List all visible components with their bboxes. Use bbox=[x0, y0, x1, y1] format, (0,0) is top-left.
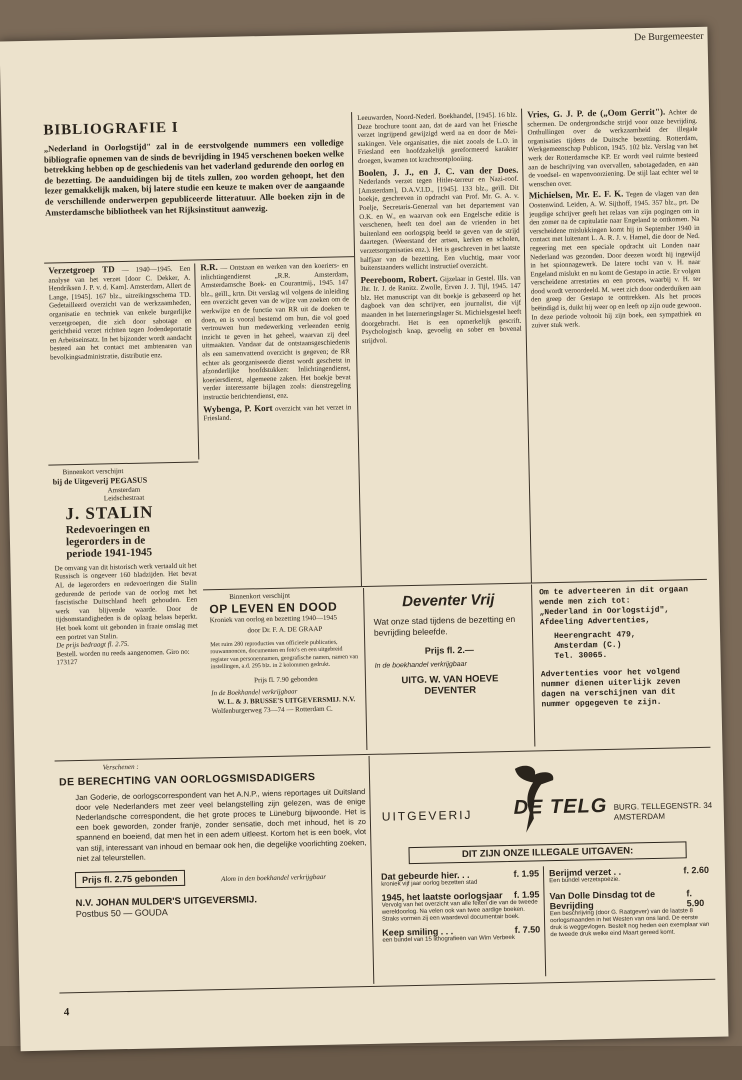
telg-book-item: Van Dolle Dinsdag tot de Bevrijding f. 5.90 Een beschrijving (door G. Raatgever) van de laatste 8 oorlogsmaanden in het Westen van ons land. De eerste druk is weggevlogen. Bestelt nog heden een exemplaar van de tweede druk welke eind Maart gereed komt. bbox=[549, 888, 710, 939]
mulder-description: Jan Goderie, de oorlogscorrespondent van het A.N.P., wiens reportages uit Duitsland door vele Nederlanders met zeer veel belangstelling zijn gelezen, was de enige Nederlandsche correspondent, die het grote proces te Lüneburg bijwoonde. Het is een boek geworden, zonder franje, zonder sensatie, doch met inhoud, het is zo spannend en boeiend, dat men het in een adem uitleest. Kortom het is een boek, vlot van stijl, interessant van inhoud en bemaar ook hen, die degelijke voorlichting zoeken, niet zal teleurstellen. bbox=[75, 786, 367, 863]
page-number: 4 bbox=[63, 1006, 70, 1019]
graap-price: Prijs fl. 7.90 gebonden bbox=[254, 674, 318, 685]
telg-advertisement bbox=[377, 755, 718, 984]
bibliography-column-1 bbox=[48, 264, 192, 365]
bibliography-column-4 bbox=[527, 107, 702, 333]
pegasus-price: De prijs bedraagt fl. 2.75. bbox=[56, 640, 130, 650]
mulder-kicker: Verschenen : bbox=[102, 762, 139, 772]
bibliography-title: BIBLIOGRAFIE I bbox=[43, 119, 179, 139]
telg-book-item: 1945, het laatste oorlogsjaar f. 1.95 Vervolg van het overzicht van alle feiten die van de tweede wereldoorlog. Na velen ook van twee aardige boeken. Straks vormen zij een waardevol documentair boek. bbox=[381, 889, 540, 923]
graap-address: Wolfenburgerweg 73—74 — Rotterdam C. bbox=[211, 704, 333, 715]
deventer-advertisement bbox=[373, 591, 525, 698]
telg-book-item: Keep smiling . . . f. 7.50 een bundel van 15 lithografieën van Wim Verbeek bbox=[382, 924, 541, 944]
graap-advertisement bbox=[209, 590, 362, 715]
column-divider bbox=[531, 584, 535, 746]
newspaper-page bbox=[0, 27, 728, 1052]
deventer-book-title: Deventer Vrij bbox=[402, 591, 495, 611]
mulder-address: Postbus 50 — GOUDA bbox=[75, 907, 168, 920]
column-divider bbox=[363, 588, 367, 750]
graap-publisher: W. L. & J. BRUSSE'S UITGEVERSMIJ. N.V. bbox=[217, 695, 356, 707]
mulder-publisher: N.V. JOHAN MULDER'S UITGEVERSMIJ. bbox=[75, 894, 258, 910]
deventer-description: Wat onze stad tijdens de bezetting en bevrijding beleefde. bbox=[373, 613, 516, 638]
bibliography-entry: Peereboom, Robert. Gijzelaar in Gestel. Ills. van Jhr. Ir. J. de Ranitz. Zwolle, Erven J. J. Tijl, 1945. 147 blz. Het manuscript van dit boekje is gebaseerd op het dagboek van den schrijver, een journalist, die vijf maanden in het Interneringslager St. Michielsgestel heeft doorgebracht. Het is een opmerkelijk gescrift. Psychologisch knap, gevoelig en sober en bovenal strijdvol. bbox=[360, 273, 522, 345]
pegasus-city: Amsterdam bbox=[107, 485, 141, 494]
telg-books-left bbox=[381, 868, 540, 944]
graap-book-title: OP LEVEN EN DOOD bbox=[209, 599, 338, 616]
mulder-availability: Alom in den boekhandel verkrijgbaar bbox=[221, 872, 327, 884]
telg-book-item: Dat gebeurde hier. . . f. 1.95 kroniek vijf jaar oorlog bezetten stad bbox=[380, 868, 540, 888]
graap-kicker: Binnenkort verschijnt bbox=[229, 591, 291, 601]
deventer-availability: In de boekhandel verkrijgbaar bbox=[374, 660, 467, 670]
advertising-intro: Om te adverteeren in dit orgaan wende men zich tot: bbox=[539, 585, 689, 608]
bibliography-entry: Michielsen, Mr. E. F. K. Tegen de vlagen van den Oostenwind. Leiden, A. W. Sijthoff, 1945. 357 blz., prt. De jeugdige schrijver geeft het relaas van zijn pogingen om in den zomer na de capitulatie naar Engeland te ontkomen. Na verscheidene mislukkingen komt hij in September 1940 in contact met luitenant L. A. R. J. v. Hamel, die door de Ned. regeering met een speciale opdracht uit Londen naar Nederland was gezonden. Door deezen wordt hij ingewijd in het spionnagewerk. De latere tocht van v. H. naar Engeland mislukt en nu komt de Gestapo in actie. Er volgen verscheidene arrestaties en een proces, waarbij v. H. ter dood wordt veroordeeld. M. weet zich door onderduiken aan den greep der Gestapo te onttrekken. Als het proces beëindigd is, duikt hij weer op en leeft op zijn oude gewoon. In deze periode voltooit hij zijn boek, een sympathiek en zuiver stuk werk. bbox=[528, 188, 702, 330]
column-divider bbox=[543, 866, 546, 976]
mulder-price-row bbox=[61, 866, 367, 890]
advertising-address-city: Amsterdam (C.) bbox=[554, 640, 622, 652]
column-divider bbox=[194, 263, 199, 459]
pegasus-advertisement bbox=[52, 466, 198, 668]
mulder-advertisement bbox=[59, 758, 368, 919]
telg-prefix: UITGEVERIJ bbox=[381, 807, 473, 824]
bibliography-intro: „Nederland in Oorlogstijd" zal in de eerstvolgende nummers een volledige bibliografie opnemen van de sinds de bevrijding in 1945 verschenen boeken welke betrekking hebben op de geschiedenis van het vaderland gedurende den oorlog en de bezetting. De aanduidingen bij de titels zullen, zoo worden gehoopt, het den lezer gemakkelijk maken, bij latere studie een keuze te maken over de aangaande de verschillende onderwerpen gepubliceerde litteratuur. Alle boeken zijn in de Amsterdamsche bibliotheek van het Rijksinstituut aanwezig. bbox=[43, 137, 345, 218]
telg-banner: DIT ZIJN ONZE ILLEGALE UITGAVEN: bbox=[408, 841, 686, 864]
advertising-department: Afdeeling Advertenties, bbox=[539, 616, 651, 628]
advertising-org: „Nederland in Oorlogstijd", bbox=[539, 605, 670, 618]
telg-books-right bbox=[549, 865, 710, 939]
telg-address-street: BURG. TELLEGENSTR. 34 bbox=[613, 800, 713, 812]
advertising-phone: Tel. 30065. bbox=[554, 650, 608, 662]
bibliography-column-3 bbox=[357, 111, 522, 349]
pegasus-kicker: Binnenkort verschijnt bbox=[62, 467, 124, 477]
deventer-price: Prijs fl. 2.— bbox=[424, 644, 474, 656]
pegasus-order-info: Bestell. worden nu reeds aangenomen. Giro no: 173127 bbox=[56, 647, 190, 667]
mulder-price: Prijs fl. 2.75 gebonden bbox=[75, 870, 185, 888]
telg-book-item: Berijmd verzet . . f. 2.60 Een bundel verzetspoëzie. bbox=[548, 864, 710, 885]
bibliography-entry: Verzetgroep TD — 1940—1945. Een analyse van het verzet [door C. Dekker, A. Hendriksen J. P. v. d. Kam]. Amsterdam, Allert de Lange, [1945]. 167 blz., uitreikingsschema TD. Gedetailleerd overzicht van de werkzaamheden, organisatie en techniek van enkele burgerlijke verzetgroepen, die zich door sabotage en gerichtheid verzet richtten tegen Jodendeportatie en Arbeitseinsatz. In het bijzonder wordt aandacht besteed aan het contact met ambtenaren van bevolkingsadministratie, distributie enz. bbox=[48, 264, 193, 362]
bibliography-entry: Wybenga, P. Kort overzicht van het verzet in Friesland. bbox=[203, 402, 352, 423]
advertising-deadline: Advertenties voor het volgend nummer dienen uiterlijk zeven dagen na verschijnen van dit nummer opgegeven te zijn. bbox=[540, 667, 681, 710]
telg-brand: DE TELG bbox=[513, 794, 608, 819]
pegasus-street: Leidschestraat bbox=[103, 493, 145, 503]
bibliography-entry: Boolen, J. J., en J. C. van der Does. Nederlands verzet tegen Hitler-terreur en Nazi-roof. [Amsterdam], D.A.V.I.D., [1945]. 133 blz., geïll. Dit boekje, geschreven in opdracht van Prof. Mr. G. A. v. Poelje, Secretaris-Generaal van het departement van O.K. en W., en waarvan ook een Engelsche editie is verschenen, heeft ten doel aan de vrienden in het buitenland een oorlogspig beeld te geven van de strijd daartegen. (Weerstand der artsen, kerken en scholen, verzetsorganisaties enz.). Het is geschreven in het laatste halfjaar van de bezetting. Een vluchtig, maar voor buitenstaanders wellicht instructief overzicht. bbox=[358, 164, 521, 273]
desk-surface bbox=[0, 1046, 742, 1080]
telg-address-city: AMSTERDAM bbox=[613, 811, 666, 822]
mulder-book-title: DE BERECHTING VAN OORLOGSMISDADIGERS bbox=[58, 770, 316, 789]
pegasus-book-title: Redevoeringen en legerorders in de periode 1941-1945 bbox=[65, 522, 153, 561]
bibliography-entry: Vries, G. J. P. de („Oom Gerrit"). Achter de schermen. De ondergrondsche strijd voor onze bevrijding. Onthullingen over de werkzaamheid der illegale organisaties tijdens de Duitsche bezetting. Rotterdam, Werkgemeenschap Publicon, 1945. 102 blz. Verslag van het werk der Rotterdamsche KP. Er wordt veel ruimte besteed aan de beschrijving van overvallen, sabotagedaden, en aan de voedsel- en wapenvoorziening. De stijl laat echter wel te wenschen over. bbox=[527, 106, 699, 189]
pegasus-publisher: bij de Uitgeverij PEGASUS bbox=[52, 475, 148, 487]
pegasus-description: De omvang van dit historisch werk vertaald uit het Russisch is ongeveer 160 bladzijden. Het bevat AL de legerorders en redevoeringen die Stalin gedurende de periode van de oorlog met het fascistische Duitschland heeft gehouden. Een werk van blijvende waarde. Door de tijdsomstandigheden is de oplaag helaas beperkt. Het boek komt uit gebonden in fraaie omslag met een portret van Stalin. bbox=[54, 561, 198, 642]
graap-author: door Dr. F. A. DE GRAAP bbox=[247, 625, 323, 635]
bibliography-section bbox=[43, 116, 345, 217]
pegasus-author: J. STALIN bbox=[65, 502, 154, 524]
bibliography-column-2 bbox=[200, 260, 351, 426]
bibliography-entry: Leeuwarden, Noord-Nederl. Boekhandel, [1945]. 16 blz. Deze brochure toont aan, dat de aard van het Friesche verzet ingrijpend gewijzigd werd na en door de Mei-stakingen. Vele organisaties, die niet zooals de L.O. in Friesland een hoofdzakelijk gereformeerd karakter droegen, kwamen tot krachtsontplooiing. bbox=[357, 110, 518, 166]
deventer-city: DEVENTER bbox=[424, 684, 477, 697]
bibliography-entry: R.R. — Ontstaan en werken van den koeriers- en inlichtingendienst „R.R. Amsterdam, Amsterdamsche Boek- en Courantmij., 1945. 147 blz., geïll., krtn. Dit verslag wil volgens de inleiding een overzicht geven van de wijze van zoeken om de werkwijze en de functie van RR uit de doeken te doen, en is vooral bestemd om hun, die vol goed vertrouwen hun medewerking verleenden eenig inzicht te geven in het geheel, waarvan zij deel uitmaakten. Vandaar dat de ontstaansgeschiedenis als een samenvattend overzicht is gegeven; de RR echter als georganiseerde dienst wordt geschetst in afzonderlijke hoofdstukken: Inlichtingendienst, koeriersdienst, algemeene zaken. Het boekje bevat verder interessante bijlagen zoals: dienstregeling instructie berichtendienst, enz. bbox=[200, 261, 351, 402]
column-divider bbox=[369, 756, 375, 984]
graap-description: Met ruim 280 reproducties van officieele publicaties, rouwannoncen, documenten en foto's en een uitgebreid register van personennamen, geografische namen, namen van instellingen, a.d. 295 blz. in 2 kolommen gedrukt. bbox=[210, 639, 359, 671]
corner-label: De Burgemeester bbox=[633, 30, 704, 44]
advertising-info bbox=[539, 585, 710, 710]
graap-availability: In de Boekhandel verkrijgbaar bbox=[211, 687, 298, 698]
deventer-publisher: UITG. W. VAN HOEVE bbox=[401, 673, 499, 687]
advertising-address-street: Heerengracht 479, bbox=[553, 630, 636, 642]
graap-subtitle: Kroniek van oorlog en bezetting 1940—1945 bbox=[209, 613, 338, 624]
